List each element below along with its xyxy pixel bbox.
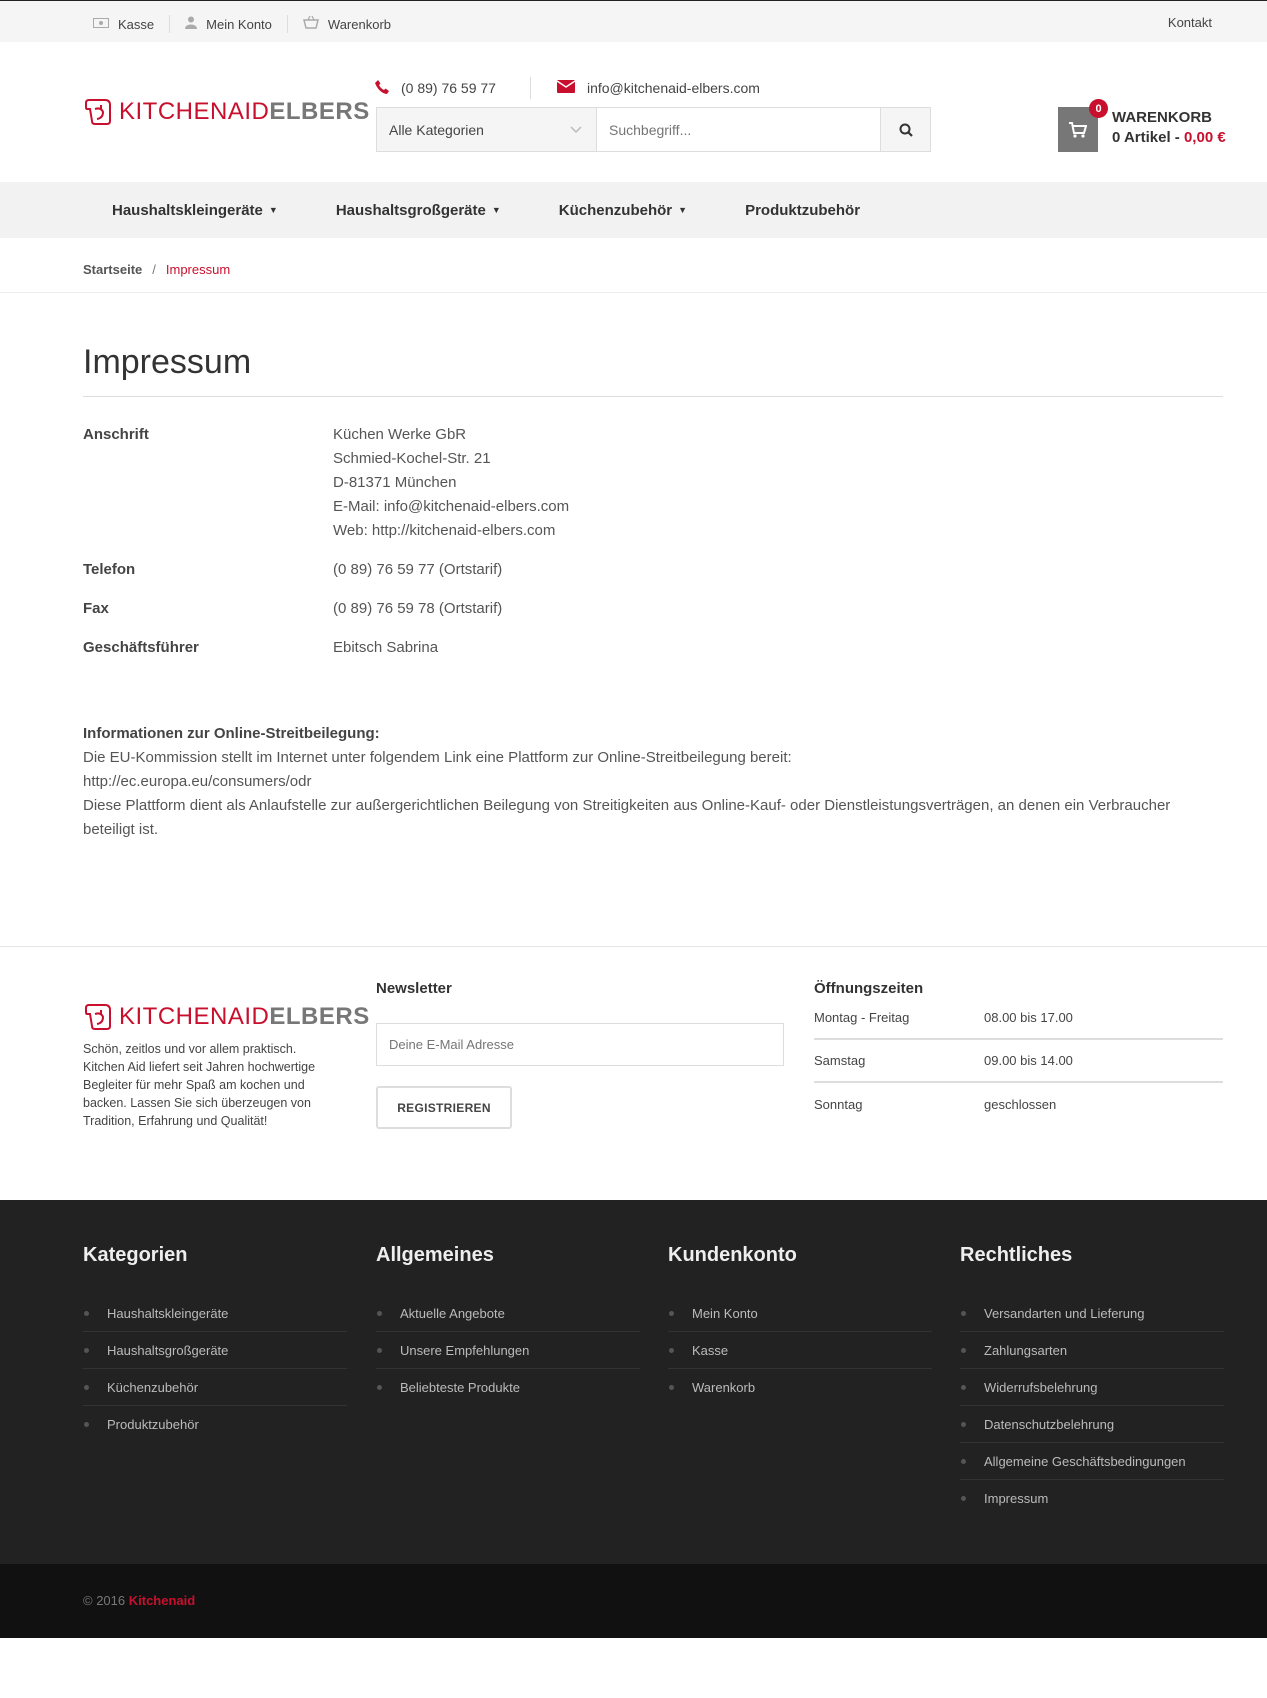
footer-link-label: Produktzubehör [107, 1417, 199, 1432]
bullet-icon [84, 1348, 89, 1353]
cart-title: WARENKORB [1112, 109, 1212, 126]
fax-value: (0 89) 76 59 78 (Ortstarif) [333, 600, 503, 617]
nav-item-label: Küchenzubehör [558, 201, 673, 219]
nav-item-label: Haushaltsgroßgeräte [335, 201, 486, 219]
warenkorb-link[interactable] [303, 15, 406, 33]
footer-link[interactable] [83, 1369, 347, 1406]
logo-text-part2: ELBERS [269, 1003, 370, 1030]
nav-item-haushaltsgrossgeraete[interactable] [336, 202, 501, 219]
footer-link-label: Allgemeine Geschäftsbedingungen [984, 1453, 1186, 1469]
dispute-link[interactable]: http://ec.europa.eu/consumers/odr [83, 773, 312, 790]
bullet-icon [84, 1422, 89, 1427]
caret-down-icon: ▼ [268, 205, 278, 215]
kasse-label: Kasse [118, 16, 155, 32]
fax-label: Fax [83, 600, 109, 617]
hours-day: Montag - Freitag [814, 1010, 910, 1025]
bullet-icon [961, 1385, 966, 1390]
footer-links [0, 1200, 1267, 1564]
footer-link[interactable] [83, 1332, 347, 1369]
bullet-icon [669, 1348, 674, 1353]
footer-link-label: Zahlungsarten [984, 1342, 1068, 1358]
footer-link[interactable] [960, 1295, 1224, 1332]
copyright-prefix: © 2016 [83, 1593, 129, 1608]
footer-link[interactable] [668, 1369, 932, 1406]
address-line: Web: http://kitchenaid-elbers.com [333, 522, 556, 539]
footer-col-rechtliches [960, 1244, 1224, 1517]
opening-hours-title: Öffnungszeiten [814, 980, 924, 997]
cash-icon [93, 17, 109, 32]
footer-col-title: Kundenkonto [668, 1244, 797, 1266]
bullet-icon [669, 1385, 674, 1390]
address-line: Schmied-Kochel-Str. 21 [333, 450, 491, 467]
copyright [83, 1593, 195, 1608]
copyright-brand-link[interactable]: Kitchenaid [128, 1593, 196, 1608]
cart-items-count: 0 Artikel - [1112, 129, 1184, 146]
footer-link-label: Widerrufsbelehrung [984, 1379, 1098, 1395]
logo-text-part2: ELBERS [269, 98, 370, 125]
opening-hours [814, 980, 1223, 1126]
hours-day: Sonntag [814, 1097, 863, 1112]
phone-row [83, 558, 1223, 582]
envelope-icon [557, 80, 575, 96]
header-contact [375, 77, 760, 99]
ceo-row [83, 636, 1223, 660]
register-button[interactable]: REGISTRIEREN [376, 1086, 512, 1129]
newsletter-title: Newsletter [376, 980, 452, 997]
dispute-text: Diese Plattform dient als Anlaufstelle zur außergerichtlichen Beilegung von Streitigkeiten aus Online-Kauf- oder Dienstleistungsverträgen, an denen ein Verbraucher beteiligt ist. [83, 797, 1171, 838]
footer-link[interactable] [960, 1369, 1224, 1406]
footer-col-title: Kategorien [83, 1244, 188, 1266]
hours-time: 09.00 bis 14.00 [984, 1053, 1073, 1068]
mein-konto-link[interactable] [185, 15, 288, 33]
chevron-down-icon [570, 123, 582, 137]
cart-icon [1069, 122, 1087, 138]
hours-day: Samstag [814, 1053, 866, 1068]
bullet-icon [961, 1311, 966, 1316]
page-title: Impressum [83, 343, 1223, 397]
contact-divider [530, 77, 531, 99]
caret-down-icon: ▼ [491, 205, 501, 215]
header-phone-text: (0 89) 76 59 77 [401, 80, 496, 96]
footer-link[interactable] [960, 1406, 1224, 1443]
bullet-icon [961, 1496, 966, 1501]
footer-link[interactable] [668, 1332, 932, 1369]
logo-text-part1: KITCHENAID [119, 1003, 270, 1030]
footer-link-label: Impressum [984, 1491, 1049, 1506]
header-email[interactable] [557, 80, 760, 96]
bullet-icon [961, 1348, 966, 1353]
footer-col-title: Allgemeines [376, 1244, 494, 1266]
breadcrumb-home[interactable]: Startseite [83, 262, 143, 277]
logo-text [119, 98, 370, 126]
footer-link-label: Haushaltsgroßgeräte [107, 1342, 229, 1358]
site-logo[interactable] [83, 97, 370, 127]
footer-link-label: Warenkorb [692, 1380, 756, 1395]
logo-text-part1: KITCHENAID [119, 98, 270, 125]
search-input[interactable] [597, 108, 880, 151]
hours-row [814, 1040, 1223, 1083]
footer-description: Schön, zeitlos und vor allem praktisch. Kitchen Aid liefert seit Jahren hochwertige Begleiter für mehr Spaß am kochen und backen. Lassen Sie sich überzeugen von Tradition, Erfahrung und Qualität! [83, 1042, 316, 1128]
bullet-icon [377, 1311, 382, 1316]
category-select[interactable] [377, 108, 597, 151]
hours-time: geschlossen [984, 1097, 1057, 1112]
footer-link[interactable] [960, 1443, 1224, 1480]
footer-link[interactable] [83, 1406, 347, 1443]
footer-link-label: Küchenzubehör [107, 1379, 199, 1395]
footer-link-label: Aktuelle Angebote [400, 1305, 505, 1321]
hours-row [814, 1083, 1223, 1126]
newsletter-section [376, 980, 784, 1129]
header [0, 42, 1267, 182]
nav-item-label: Produktzubehör [745, 201, 861, 219]
nav-item-haushaltskleingeraete[interactable] [112, 202, 278, 219]
footer-link[interactable] [83, 1295, 347, 1332]
footer-col-kundenkonto [668, 1244, 932, 1406]
footer-top [0, 946, 1267, 1200]
address-row [83, 423, 1223, 543]
bullet-icon [84, 1311, 89, 1316]
footer-col-title: Rechtliches [960, 1244, 1073, 1266]
fax-row [83, 597, 1223, 621]
phone-value: (0 89) 76 59 77 (Ortstarif) [333, 561, 503, 578]
bullet-icon [377, 1348, 382, 1353]
footer-link[interactable] [960, 1480, 1224, 1517]
category-select-value: Alle Kategorien [389, 121, 484, 138]
cart-summary [1112, 109, 1226, 152]
copyright-bar [0, 1564, 1267, 1638]
top-bar [0, 0, 1267, 42]
cart-subtotal [1112, 129, 1226, 146]
footer-link-label: Mein Konto [692, 1305, 758, 1321]
hours-row [814, 997, 1223, 1040]
footer-col-kategorien [83, 1244, 347, 1443]
main-nav [0, 182, 1267, 238]
caret-down-icon: ▼ [678, 205, 688, 215]
nav-item-produktzubehoer[interactable] [745, 202, 860, 219]
address-line: D-81371 München [333, 474, 457, 491]
breadcrumb-current: Impressum [165, 262, 231, 277]
kontakt-link[interactable]: Kontakt [1167, 15, 1212, 30]
footer-link-label: Datenschutzbelehrung [984, 1416, 1115, 1432]
mein-konto-label: Mein Konto [206, 16, 272, 32]
dispute-info [83, 722, 1223, 842]
kasse-link[interactable] [93, 15, 170, 33]
phone-label: Telefon [83, 561, 136, 578]
header-phone[interactable] [375, 80, 496, 97]
phone-icon [375, 80, 389, 97]
address-line: E-Mail: info@kitchenaid-elbers.com [333, 498, 570, 515]
logo-text [119, 1003, 370, 1031]
footer-col-allgemeines [376, 1244, 640, 1406]
footer-link[interactable] [376, 1369, 640, 1406]
dispute-text: Die EU-Kommission stellt im Internet unter folgendem Link eine Plattform zur Online-Streitbeilegung bereit: [83, 749, 792, 766]
address-line: Küchen Werke GbR [333, 426, 467, 443]
footer-link[interactable] [960, 1332, 1224, 1369]
ceo-label: Geschäftsführer [83, 639, 199, 656]
warenkorb-label: Warenkorb [327, 16, 392, 32]
header-email-text: info@kitchenaid-elbers.com [586, 80, 760, 96]
nav-item-kuechenzubehoer[interactable] [559, 202, 687, 219]
search-icon [899, 123, 913, 137]
footer-link-label: Unsere Empfehlungen [400, 1342, 530, 1358]
header-cart[interactable] [1058, 102, 1226, 152]
bullet-icon [377, 1385, 382, 1390]
footer-link-label: Beliebteste Produkte [400, 1380, 520, 1395]
address-label: Anschrift [83, 426, 149, 443]
address-value [333, 423, 569, 543]
basket-icon [303, 16, 319, 32]
bullet-icon [961, 1422, 966, 1427]
main-content [83, 293, 1223, 842]
nav-item-label: Haushaltskleingeräte [112, 201, 263, 219]
footer-link[interactable] [668, 1295, 932, 1332]
cart-icon-box [1058, 102, 1102, 152]
bullet-icon [961, 1459, 966, 1464]
bullet-icon [669, 1311, 674, 1316]
breadcrumb [0, 238, 1267, 293]
user-icon [185, 16, 197, 32]
footer-logo[interactable] [83, 1002, 370, 1032]
footer-link-label: Haushaltskleingeräte [107, 1305, 229, 1321]
mixer-logo-icon [83, 97, 113, 127]
breadcrumb-separator: / [152, 262, 156, 277]
footer-link-label: Versandarten und Lieferung [984, 1305, 1145, 1321]
newsletter-email-input[interactable] [376, 1023, 784, 1066]
dispute-heading: Informationen zur Online-Streitbeilegung: [83, 725, 380, 742]
cart-count-badge: 0 [1089, 99, 1108, 118]
bullet-icon [84, 1385, 89, 1390]
footer-link[interactable] [376, 1332, 640, 1369]
ceo-value: Ebitsch Sabrina [333, 639, 439, 656]
footer-link-label: Kasse [692, 1342, 729, 1358]
search-button[interactable] [880, 108, 930, 151]
search-bar [376, 107, 931, 152]
hours-time: 08.00 bis 17.00 [984, 1010, 1073, 1025]
footer-link[interactable] [376, 1295, 640, 1332]
cart-amount: 0,00 € [1183, 129, 1226, 146]
top-links [93, 15, 421, 33]
mixer-logo-icon [83, 1002, 113, 1032]
